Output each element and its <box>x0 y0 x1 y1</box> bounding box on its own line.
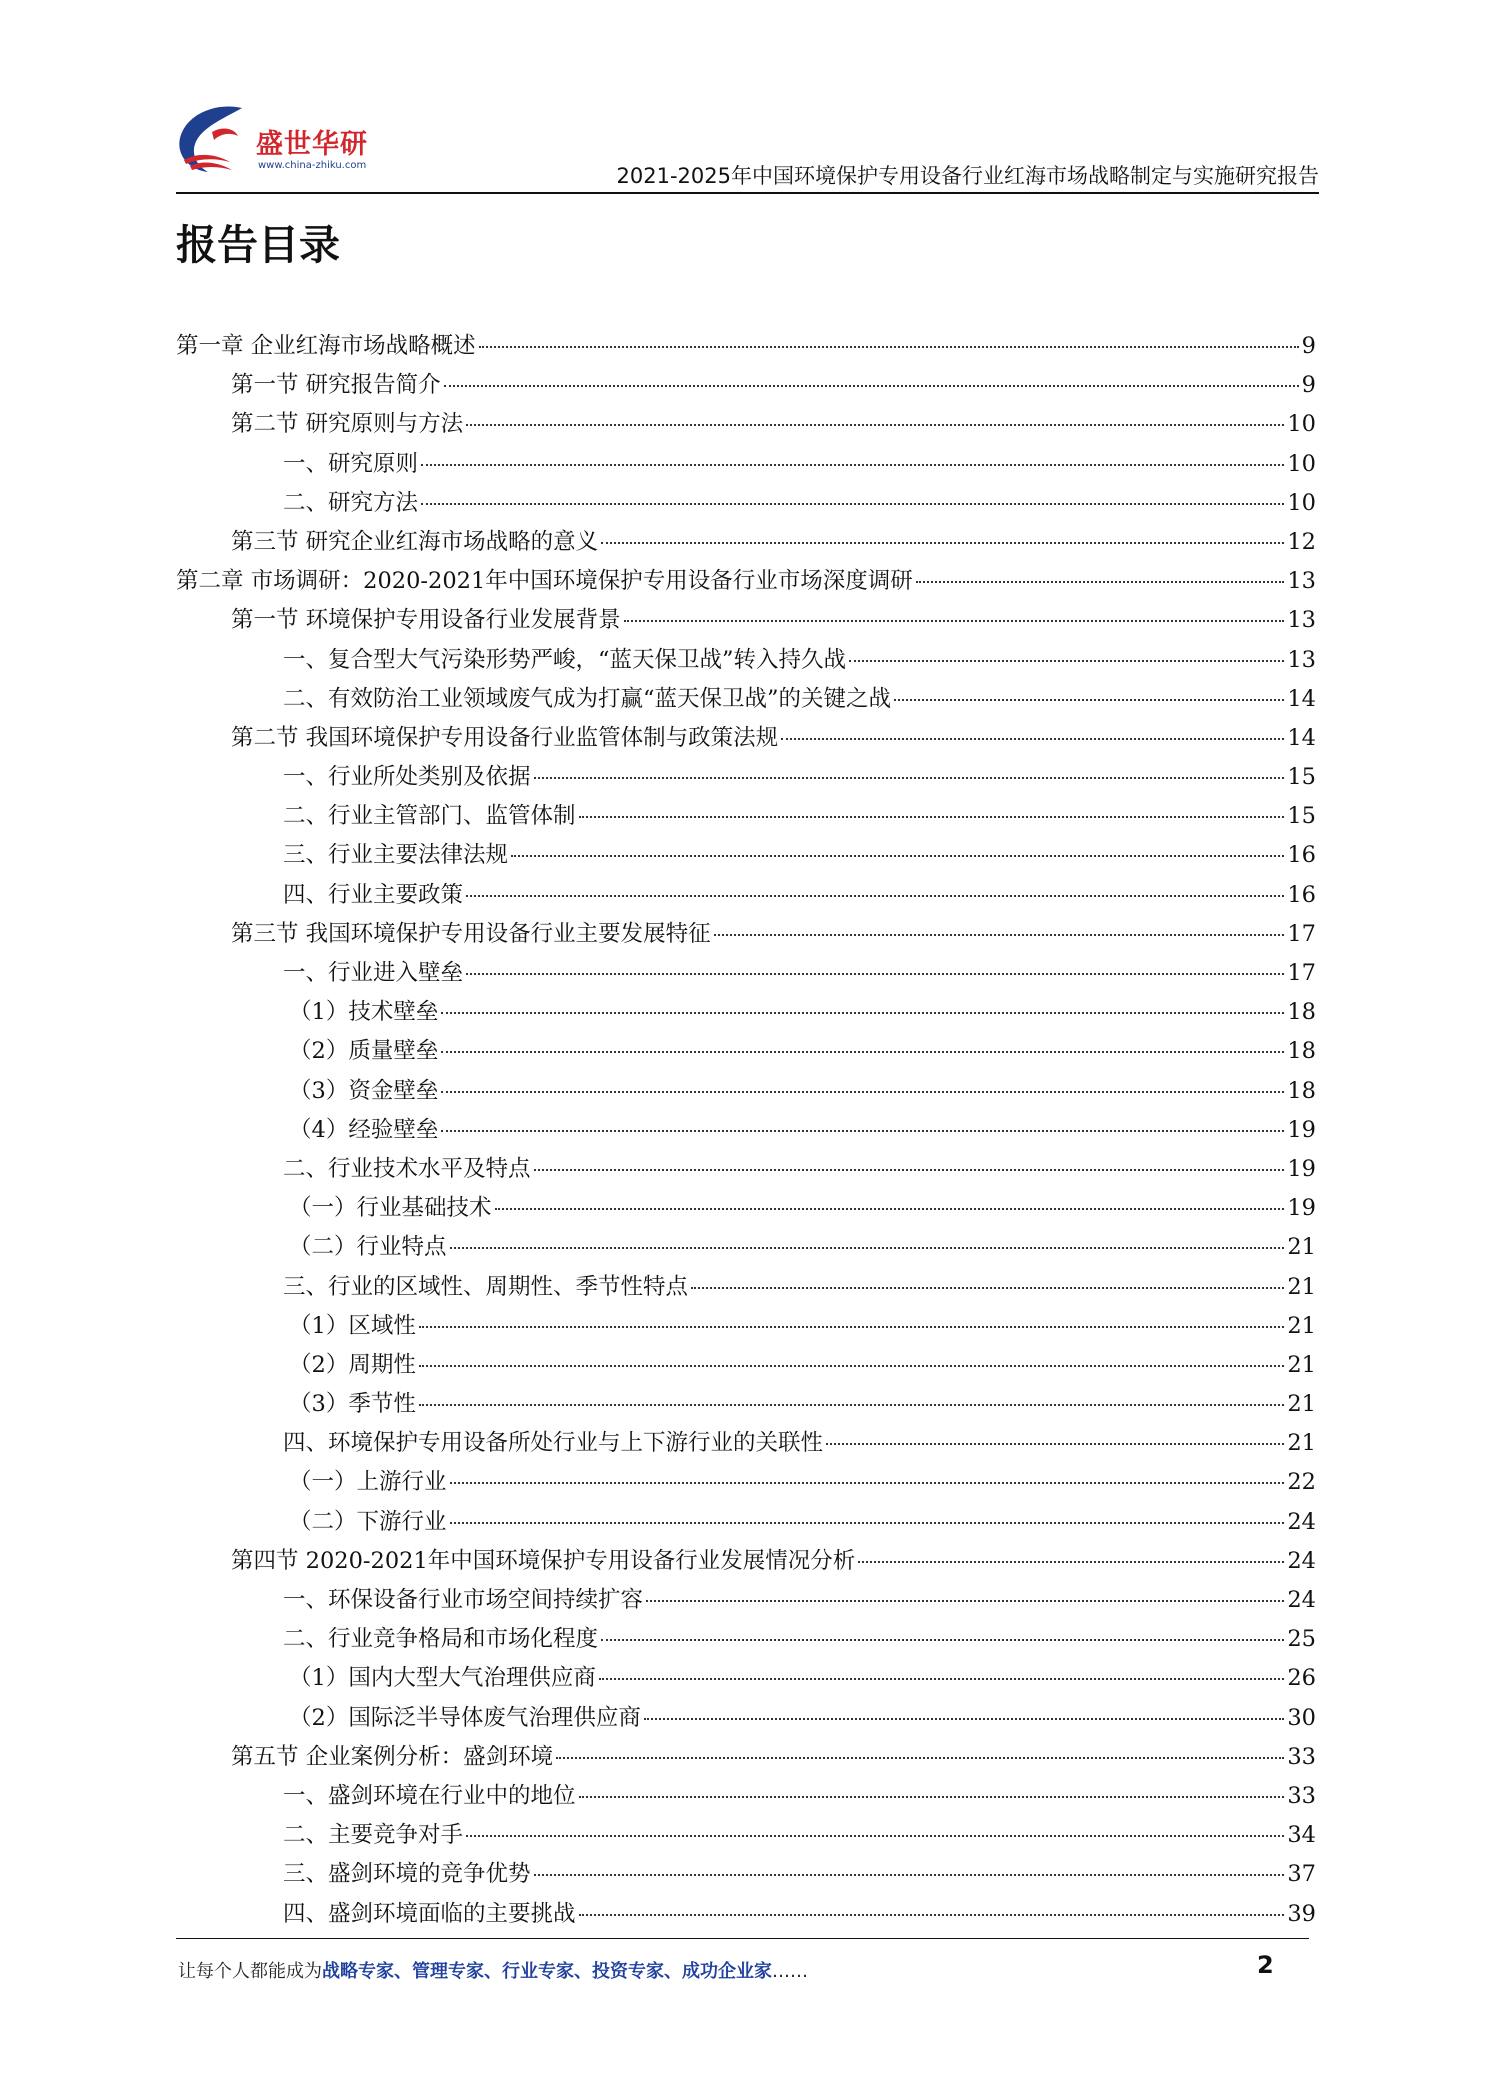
toc-entry-title: 第一节 研究报告简介 <box>231 372 441 399</box>
toc-entry-page: 13 <box>1287 646 1316 673</box>
logo-name: 盛世华研 <box>256 129 368 160</box>
toc-entry-title: （二）行业特点 <box>289 1234 447 1261</box>
toc-entry-page: 15 <box>1287 803 1316 830</box>
toc-dot-leader <box>646 1600 1284 1602</box>
toc-entry-title: 二、研究方法 <box>283 489 419 516</box>
toc-dot-leader <box>534 1169 1285 1171</box>
toc-entry-page: 14 <box>1287 724 1316 751</box>
toc-entry-page: 13 <box>1287 568 1316 595</box>
toc-entry-page: 33 <box>1287 1743 1316 1770</box>
toc-entry-title: 第一章 企业红海市场战略概述 <box>176 333 476 359</box>
toc-entry[interactable] <box>176 601 1316 640</box>
toc-entry[interactable] <box>176 562 1316 601</box>
toc-entry-title: 第二节 我国环境保护专用设备行业监管体制与政策法规 <box>231 724 779 751</box>
toc-dot-leader <box>421 464 1284 466</box>
toc-entry[interactable] <box>176 1738 1316 1777</box>
toc-dot-leader <box>601 542 1284 544</box>
page-number: 2 <box>1257 1951 1274 1979</box>
toc-entry-page: 21 <box>1287 1234 1316 1261</box>
toc-entry-page: 16 <box>1287 842 1316 869</box>
toc-dot-leader <box>419 1365 1285 1367</box>
toc-entry-page: 24 <box>1287 1508 1316 1535</box>
toc-entry-page: 17 <box>1287 960 1316 986</box>
toc-entry-title: 二、行业技术水平及特点 <box>283 1155 531 1182</box>
toc-entry[interactable] <box>176 1699 1316 1738</box>
toc-dot-leader <box>624 620 1285 622</box>
footer-slogan <box>178 1957 808 1983</box>
toc-entry-title: 一、盛剑环境在行业中的地位 <box>283 1782 576 1809</box>
toc-entry-title: 一、行业进入壁垒 <box>283 960 464 986</box>
toc-entry-title: 二、行业竞争格局和市场化程度 <box>283 1626 599 1653</box>
toc-entry[interactable] <box>176 1111 1316 1150</box>
toc-dot-leader <box>511 855 1284 857</box>
toc-entry[interactable] <box>176 758 1316 797</box>
toc-dot-leader <box>714 934 1285 936</box>
toc-entry-title: （3）资金壁垒 <box>289 1077 439 1104</box>
footer-divider <box>176 1938 1309 1939</box>
toc-entry[interactable] <box>176 1268 1316 1307</box>
toc-dot-leader <box>450 1482 1285 1484</box>
toc-entry-title: 四、环境保护专用设备所处行业与上下游行业的关联性 <box>283 1430 824 1457</box>
toc-entry-title: 四、盛剑环境面临的主要挑战 <box>283 1900 576 1927</box>
toc-entry[interactable] <box>176 1620 1316 1659</box>
logo-emblem-icon <box>172 100 256 178</box>
toc-entry[interactable] <box>176 523 1316 562</box>
toc-dot-leader <box>534 777 1285 779</box>
page-heading: 报告目录 <box>176 221 340 269</box>
toc-entry-page: 26 <box>1287 1665 1316 1692</box>
toc-dot-leader <box>466 973 1284 975</box>
toc-entry[interactable] <box>176 1228 1316 1267</box>
toc-entry-title: 第二节 研究原则与方法 <box>231 411 464 438</box>
toc-dot-leader <box>599 1678 1285 1680</box>
toc-entry[interactable] <box>176 1307 1316 1346</box>
toc-entry-page: 33 <box>1287 1782 1316 1809</box>
toc-entry-page: 18 <box>1287 1038 1316 1065</box>
toc-entry-page: 22 <box>1287 1469 1316 1496</box>
toc-dot-leader <box>441 1130 1284 1132</box>
logo-url: www.china-zhiku.com <box>258 160 367 171</box>
toc-entry[interactable] <box>176 1581 1316 1620</box>
toc-entry-page: 9 <box>1301 333 1316 359</box>
toc-dot-leader <box>579 816 1285 818</box>
toc-entry[interactable] <box>176 445 1316 484</box>
toc-entry-page: 21 <box>1287 1273 1316 1300</box>
toc-entry[interactable] <box>176 1150 1316 1189</box>
toc-entry[interactable] <box>176 327 1316 366</box>
toc-entry-page: 10 <box>1287 450 1316 477</box>
toc-entry-title: （1）技术壁垒 <box>289 999 439 1026</box>
toc-dot-leader <box>534 1874 1285 1876</box>
toc-dot-leader <box>579 1796 1285 1798</box>
toc-dot-leader <box>479 346 1299 348</box>
toc-entry[interactable] <box>176 1189 1316 1228</box>
toc-entry-title: 第五节 企业案例分析：盛剑环境 <box>231 1743 554 1770</box>
toc-entry-title: （2）国际泛半导体废气治理供应商 <box>289 1704 641 1731</box>
toc-entry-page: 39 <box>1287 1900 1316 1927</box>
footer-slogan-prefix: 让每个人都能成为 <box>178 1961 322 1982</box>
toc-entry[interactable] <box>176 1503 1316 1542</box>
toc-entry[interactable] <box>176 1659 1316 1698</box>
toc-entry-title: （2）周期性 <box>289 1351 416 1378</box>
toc-entry-title: 二、主要竞争对手 <box>283 1822 464 1849</box>
toc-dot-leader <box>826 1443 1284 1445</box>
toc-entry-title: 第三节 我国环境保护专用设备行业主要发展特征 <box>231 920 711 947</box>
toc-entry-title: 一、行业所处类别及依据 <box>283 764 531 791</box>
toc-entry-page: 12 <box>1287 528 1316 555</box>
toc-entry-page: 15 <box>1287 764 1316 791</box>
toc-dot-leader <box>450 1522 1285 1524</box>
toc-entry-title: 二、有效防治工业领域废气成为打赢“蓝天保卫战”的关键之战 <box>283 685 892 712</box>
toc-entry-title: 三、行业主要法律法规 <box>283 842 509 869</box>
toc-entry[interactable] <box>176 1072 1316 1111</box>
toc-dot-leader <box>556 1757 1284 1759</box>
toc-entry-page: 30 <box>1287 1704 1316 1731</box>
toc-entry[interactable] <box>176 366 1316 405</box>
toc-entry-title: 第三节 研究企业红海市场战略的意义 <box>231 528 599 555</box>
toc-entry-title: （3）季节性 <box>289 1391 416 1418</box>
toc-entry-page: 16 <box>1287 881 1316 908</box>
toc-entry-title: （2）质量壁垒 <box>289 1038 439 1065</box>
toc-dot-leader <box>466 424 1284 426</box>
toc-dot-leader <box>419 1404 1285 1406</box>
toc-entry-page: 34 <box>1287 1822 1316 1849</box>
toc-entry[interactable] <box>176 484 1316 523</box>
toc-dot-leader <box>916 581 1285 583</box>
toc-dot-leader <box>450 1247 1285 1249</box>
toc-entry[interactable] <box>176 1463 1316 1502</box>
toc-entry-page: 19 <box>1287 1195 1316 1222</box>
toc-entry-page: 21 <box>1287 1391 1316 1418</box>
toc-entry-page: 21 <box>1287 1430 1316 1457</box>
toc-entry-title: 第四节 2020-2021年中国环境保护专用设备行业发展情况分析 <box>231 1547 856 1574</box>
toc-dot-leader <box>781 738 1284 740</box>
toc-entry-page: 21 <box>1287 1312 1316 1339</box>
toc-entry[interactable] <box>176 1855 1316 1894</box>
company-logo <box>172 100 392 190</box>
toc-entry[interactable] <box>176 836 1316 875</box>
toc-entry-page: 13 <box>1287 607 1316 634</box>
toc-entry-page: 18 <box>1287 1077 1316 1104</box>
toc-entry-page: 24 <box>1287 1587 1316 1613</box>
toc-entry-page: 10 <box>1287 489 1316 516</box>
toc-entry-page: 14 <box>1287 685 1316 712</box>
toc-entry-title: （1）区域性 <box>289 1312 416 1339</box>
toc-entry-title: 三、行业的区域性、周期性、季节性特点 <box>283 1273 689 1300</box>
toc-entry-page: 19 <box>1287 1155 1316 1182</box>
toc-dot-leader <box>466 895 1284 897</box>
toc-entry-title: 一、复合型大气污染形势严峻，“蓝天保卫战”转入持久战 <box>283 646 847 673</box>
toc-entry[interactable] <box>176 1895 1316 1934</box>
toc-entry-title: 四、行业主要政策 <box>283 881 464 908</box>
footer-slogan-suffix: …… <box>772 1961 808 1982</box>
toc-entry[interactable] <box>176 1816 1316 1855</box>
toc-dot-leader <box>441 1012 1284 1014</box>
toc-entry[interactable] <box>176 876 1316 915</box>
toc-entry-title: 第二章 市场调研：2020-2021年中国环境保护专用设备行业市场深度调研 <box>176 568 913 595</box>
toc-dot-leader <box>444 385 1299 387</box>
toc-entry[interactable] <box>176 1542 1316 1581</box>
footer-slogan-highlight: 战略专家、管理专家、行业专家、投资专家、成功企业家 <box>322 1961 772 1982</box>
toc-entry-page: 18 <box>1287 999 1316 1026</box>
toc-dot-leader <box>466 1835 1284 1837</box>
toc-entry[interactable] <box>176 719 1316 758</box>
toc-dot-leader <box>579 1914 1285 1916</box>
toc-entry-title: （4）经验壁垒 <box>289 1116 439 1143</box>
toc-entry[interactable] <box>176 954 1316 993</box>
toc-dot-leader <box>849 660 1284 662</box>
toc-dot-leader <box>441 1051 1284 1053</box>
toc-entry-page: 25 <box>1287 1626 1316 1653</box>
toc-entry-title: 三、盛剑环境的竞争优势 <box>283 1861 531 1888</box>
toc-dot-leader <box>441 1091 1284 1093</box>
toc-entry[interactable] <box>176 797 1316 836</box>
toc-entry-title: （一）行业基础技术 <box>289 1195 492 1222</box>
toc-entry-title: （一）上游行业 <box>289 1469 447 1496</box>
toc-entry[interactable] <box>176 993 1316 1032</box>
toc-entry-title: 二、行业主管部门、监管体制 <box>283 803 576 830</box>
toc-entry-page: 19 <box>1287 1116 1316 1143</box>
toc-entry-title: （二）下游行业 <box>289 1508 447 1535</box>
toc-dot-leader <box>894 699 1284 701</box>
toc-entry[interactable] <box>176 1032 1316 1071</box>
toc-entry[interactable] <box>176 1424 1316 1463</box>
toc-entry[interactable] <box>176 641 1316 680</box>
toc-entry-title: （1）国内大型大气治理供应商 <box>289 1665 596 1692</box>
toc-entry[interactable] <box>176 1385 1316 1424</box>
toc-entry[interactable] <box>176 915 1316 954</box>
toc-entry-title: 第一节 环境保护专用设备行业发展背景 <box>231 607 621 634</box>
toc-dot-leader <box>421 503 1284 505</box>
toc-entry-page: 10 <box>1287 411 1316 438</box>
report-title: 2021-2025年中国环境保护专用设备行业红海市场战略制定与实施研究报告 <box>616 164 1319 188</box>
toc-dot-leader <box>495 1208 1285 1210</box>
toc-dot-leader <box>691 1287 1284 1289</box>
table-of-contents <box>176 327 1316 1934</box>
toc-entry-page: 24 <box>1287 1547 1316 1574</box>
toc-entry-page: 21 <box>1287 1351 1316 1378</box>
toc-entry-page: 9 <box>1301 372 1316 399</box>
toc-entry-title: 一、环保设备行业市场空间持续扩容 <box>283 1587 644 1613</box>
toc-entry[interactable] <box>176 680 1316 719</box>
toc-entry-page: 37 <box>1287 1861 1316 1888</box>
toc-entry[interactable] <box>176 405 1316 444</box>
header-divider <box>176 192 1319 194</box>
toc-dot-leader <box>858 1561 1284 1563</box>
toc-entry-page: 17 <box>1287 920 1316 947</box>
toc-dot-leader <box>644 1718 1285 1720</box>
toc-dot-leader <box>419 1326 1285 1328</box>
toc-entry-title: 一、研究原则 <box>283 450 419 477</box>
toc-entry[interactable] <box>176 1777 1316 1816</box>
toc-entry[interactable] <box>176 1346 1316 1385</box>
toc-dot-leader <box>601 1639 1284 1641</box>
